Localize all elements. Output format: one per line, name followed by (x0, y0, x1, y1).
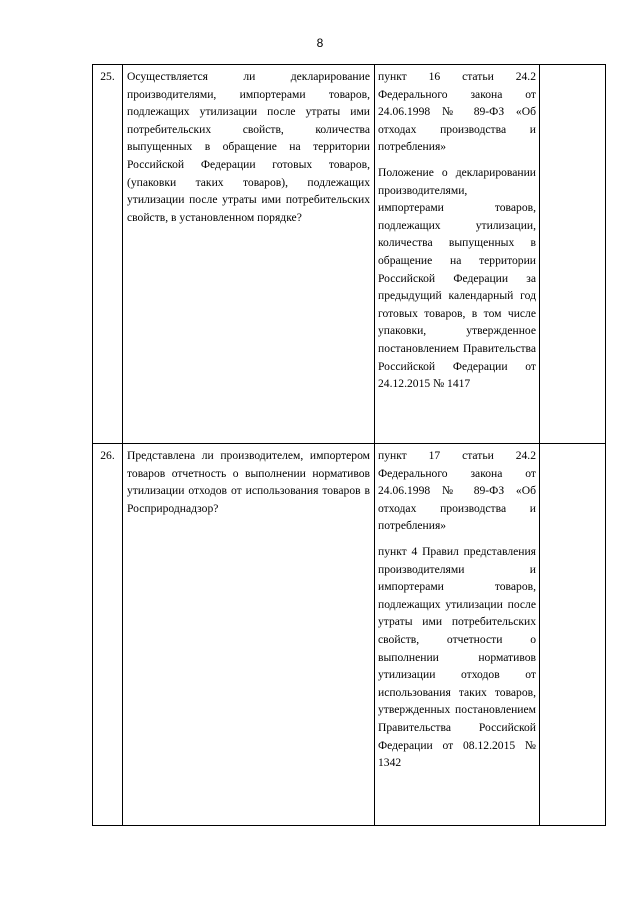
table-row (93, 444, 606, 826)
question-text: Представлена ли производителем, импортером товаров отчетность о выполнении нормативов утилизации отходов от использования товаров в Росприроднадзор? (123, 444, 375, 826)
checklist-table (92, 64, 606, 826)
legal-basis-paragraph: пункт 4 Правил представления производителями и импортерами товаров, подлежащих утилизации после утраты ими потребительских свойств, отчетности о выполнении нормативов утилизации отходов от использования таких товаров, утвержденных постановлением Правительства Российской Федерации от 08.12.2015 № 1342 (378, 544, 536, 770)
legal-basis-paragraph: Положение о декларировании производителями, импортерами товаров, подлежащих утилизации, количества выпущенных в обращение на территории Российской Федерации за предыдущий календарный год готовых товаров, в том числе упаковки, утвержденное постановлением Правительства Российской Федерации от 24.12.2015 № 1417 (378, 165, 536, 391)
page-number: 8 (316, 36, 324, 50)
question-text: Осуществляется ли декларирование производителями, импортерами товаров, подлежащих утилизации после утраты ими потребительских свойств, количества выпущенных в обращение на территории Российской Федерации готовых товаров, (упаковки таких товаров), подлежащих утилизации после утраты ими потребительских свойств, в установленном порядке? (123, 65, 375, 444)
row-number: 25. (93, 65, 123, 444)
legal-basis-paragraph: пункт 17 статьи 24.2 Федерального закона от 24.06.1998 № 89-ФЗ «Об отходах производства и потребления» (378, 449, 536, 533)
legal-basis-paragraph: пункт 16 статьи 24.2 Федерального закона от 24.06.1998 № 89-ФЗ «Об отходах производства и потребления» (378, 70, 536, 154)
legal-basis-cell (375, 444, 540, 826)
legal-basis-cell (375, 65, 540, 444)
answer-cell (540, 65, 606, 444)
table-row (93, 65, 606, 444)
answer-cell (540, 444, 606, 826)
row-number: 26. (93, 444, 123, 826)
